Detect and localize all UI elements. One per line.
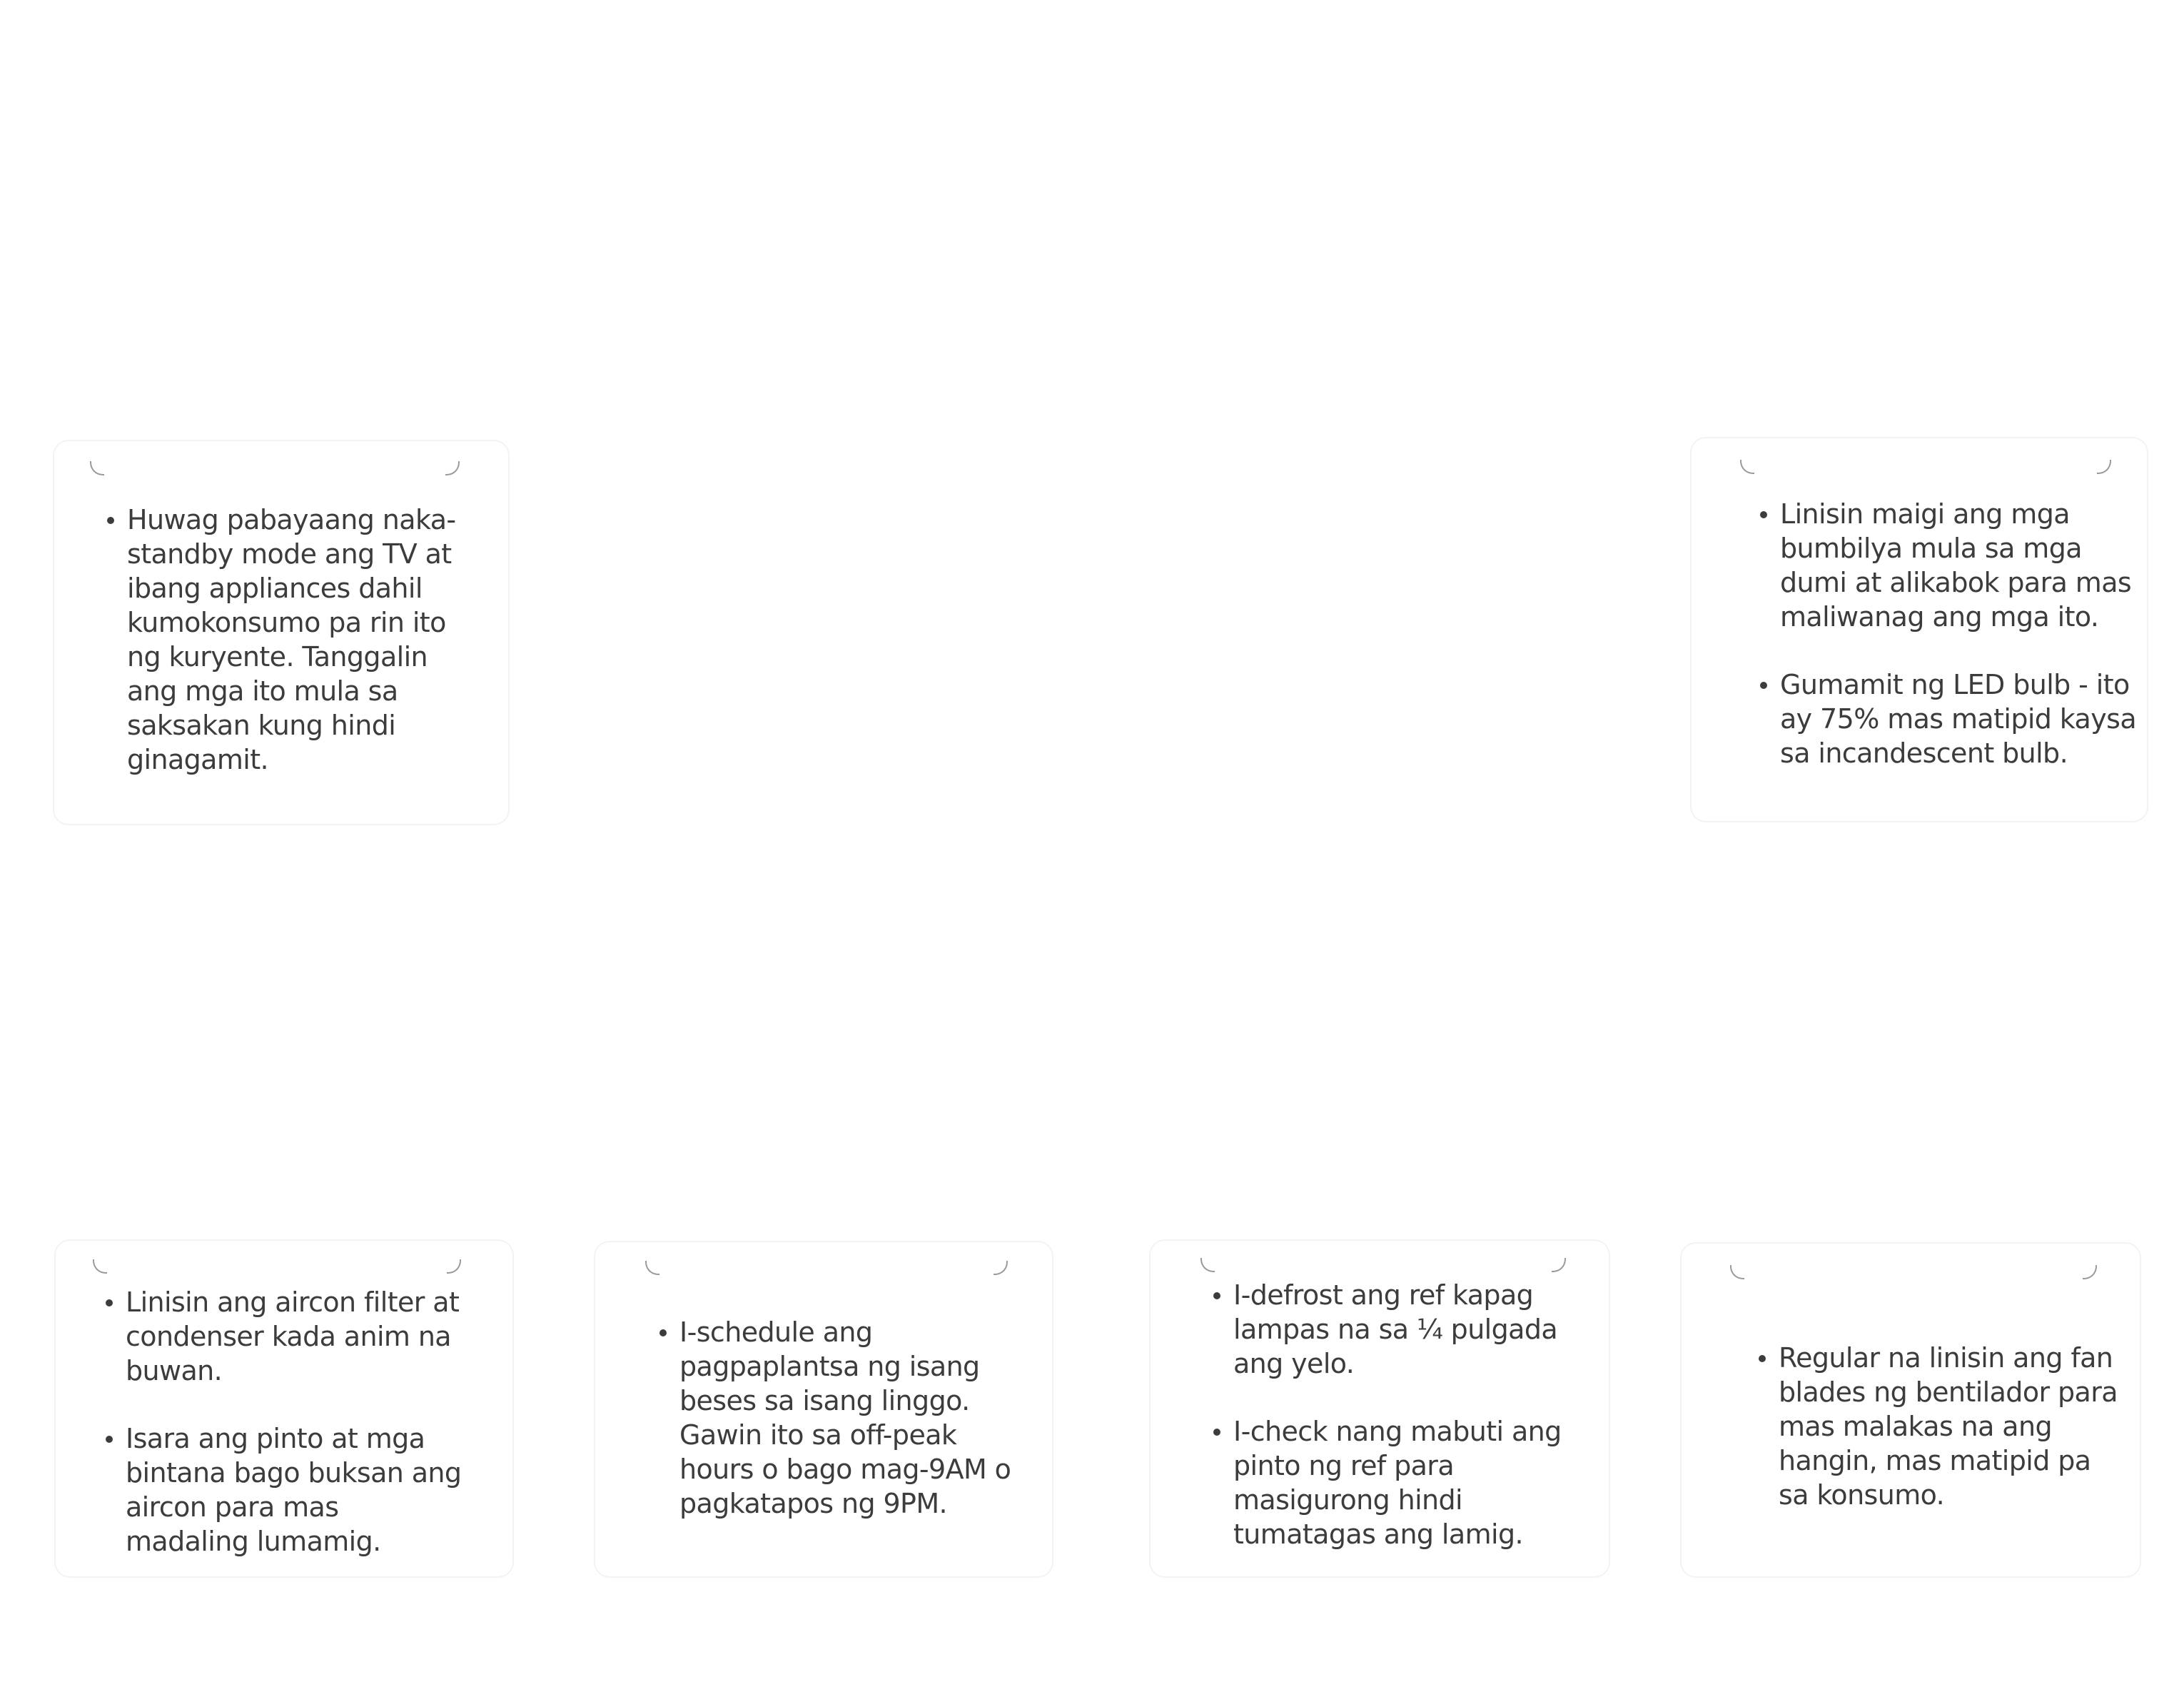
tip-item: Gumamit ng LED bulb - ito ay 75% mas matipid kaysa sa incandescent bulb.: [1780, 668, 2151, 770]
tip-item: I-defrost ang ref kapag lampas na sa ¼ pulgada ang yelo.: [1233, 1278, 1569, 1381]
corner-mark-icon: [93, 1259, 107, 1274]
tip-card-fan: [1680, 1242, 2141, 1578]
tip-list: [107, 503, 462, 777]
tip-card-aircon: [54, 1239, 514, 1578]
corner-mark-icon: [1740, 460, 1754, 474]
tip-card-standby: [53, 440, 510, 825]
corner-mark-icon: [994, 1261, 1008, 1275]
corner-mark-icon: [90, 461, 104, 475]
tip-list: [1759, 1341, 2121, 1512]
tip-item: Linisin maigi ang mga bumbilya mula sa mga dumi at alikabok para mas maliwanag ang mga ito.: [1780, 497, 2151, 634]
tip-card-ironing: [594, 1241, 1053, 1578]
corner-mark-icon: [2083, 1265, 2097, 1279]
tip-list: [1760, 497, 2151, 770]
corner-mark-icon: [1552, 1258, 1566, 1272]
corner-mark-icon: [1200, 1258, 1215, 1272]
corner-mark-icon: [1730, 1265, 1744, 1279]
corner-mark-icon: [645, 1261, 659, 1275]
corner-mark-icon: [447, 1259, 461, 1274]
tip-list: [659, 1315, 1029, 1521]
tip-list: [106, 1285, 468, 1558]
tip-item: Regular na linisin ang fan blades ng bentilador para mas malakas na ang hangin, mas matipid pa sa konsumo.: [1779, 1341, 2121, 1512]
tip-item: Isara ang pinto at mga bintana bago buksan ang aircon para mas madaling lumamig.: [126, 1421, 468, 1558]
tip-item: I-schedule ang pagpaplantsa ng isang beses sa isang linggo. Gawin ito sa off-peak hours o bago mag-9AM o pagkatapos ng 9PM.: [679, 1315, 1029, 1521]
tip-card-bulbs: [1690, 437, 2148, 822]
tip-item: Linisin ang aircon filter at condenser kada anim na buwan.: [126, 1285, 468, 1388]
tip-list: [1213, 1278, 1569, 1551]
corner-mark-icon: [445, 461, 460, 475]
tip-card-ref: [1149, 1239, 1610, 1578]
tip-item: I-check nang mabuti ang pinto ng ref para masigurong hindi tumatagas ang lamig.: [1233, 1414, 1569, 1551]
tip-item: Huwag pabayaang naka-standby mode ang TV at ibang appliances dahil kumokonsumo pa rin ito ng kuryente. Tanggalin ang mga ito mula sa saksakan kung hindi ginagamit.: [127, 503, 462, 777]
corner-mark-icon: [2097, 460, 2111, 474]
